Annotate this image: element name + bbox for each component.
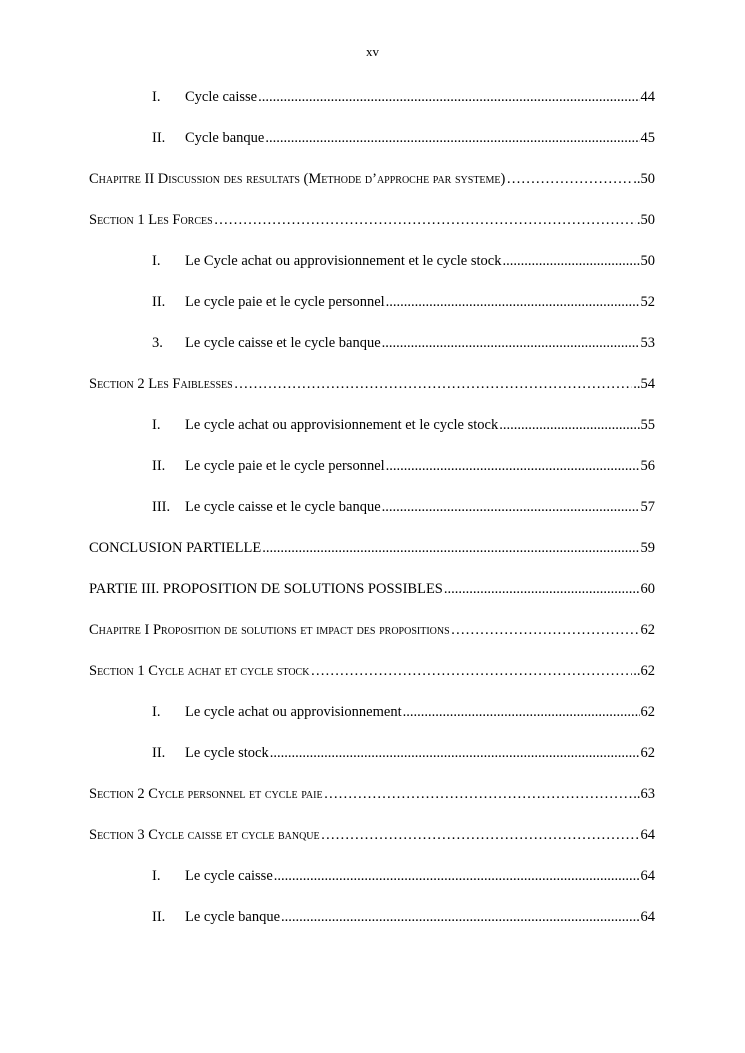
toc-line bbox=[152, 908, 655, 926]
toc-entry-title: Section 2 Les Faiblesses bbox=[89, 376, 233, 392]
toc-entry-title: Chapitre II Discussion des resultats (Methode d’approche par systeme) bbox=[89, 171, 506, 187]
toc-entry-number: II. bbox=[152, 909, 166, 925]
toc-entry-title: Section 3 Cycle caisse et cycle banque bbox=[89, 827, 320, 843]
toc-entry-title: Section 1 Cycle achat et cycle stock bbox=[89, 663, 310, 679]
toc-entry-title: Le cycle achat ou approvisionnement bbox=[185, 704, 402, 720]
toc-entry-page: 59 bbox=[640, 540, 655, 556]
toc-entry-number: I. bbox=[152, 704, 161, 720]
toc-leader-dots bbox=[382, 498, 640, 516]
toc-leader-dots bbox=[386, 293, 640, 311]
toc-leader-dots bbox=[310, 662, 632, 680]
table-of-contents bbox=[0, 89, 745, 958]
toc-entry-title: Cycle banque bbox=[185, 130, 265, 146]
toc-line bbox=[89, 785, 655, 803]
toc-leader-dots bbox=[234, 375, 633, 393]
toc-leader-dots bbox=[262, 539, 639, 557]
toc-line bbox=[152, 252, 655, 270]
toc-entry-page: ..54 bbox=[633, 376, 655, 392]
toc-line bbox=[152, 744, 655, 762]
toc-entry-number: I. bbox=[152, 417, 161, 433]
toc-entry-number: III. bbox=[152, 499, 171, 515]
toc-line bbox=[152, 457, 655, 475]
toc-line bbox=[152, 293, 655, 311]
toc-entry-page: 53 bbox=[640, 335, 655, 351]
toc-entry bbox=[0, 909, 745, 958]
toc-entry-title: Section 2 Cycle personnel et cycle paie bbox=[89, 786, 323, 802]
toc-line bbox=[152, 129, 655, 147]
toc-entry-page: 64 bbox=[640, 827, 655, 843]
toc-line bbox=[89, 580, 655, 598]
toc-entry-title: Le cycle stock bbox=[185, 745, 269, 761]
toc-entry-title: CONCLUSION PARTIELLE bbox=[89, 540, 262, 556]
toc-leader-dots bbox=[281, 908, 639, 926]
toc-leader-dots bbox=[321, 826, 640, 844]
toc-entry-number: 3. bbox=[152, 335, 163, 351]
toc-line bbox=[152, 498, 655, 516]
toc-entry-title: Le cycle banque bbox=[185, 909, 281, 925]
toc-entry-page: 64 bbox=[640, 868, 655, 884]
toc-entry-title: Le cycle caisse et le cycle banque bbox=[185, 335, 381, 351]
page-number: xv bbox=[366, 44, 379, 59]
toc-line bbox=[152, 88, 655, 106]
toc-entry-number: I. bbox=[152, 253, 161, 269]
toc-leader-dots bbox=[274, 867, 640, 885]
toc-line bbox=[152, 416, 655, 434]
toc-entry-page: 62 bbox=[640, 704, 655, 720]
toc-leader-dots bbox=[502, 252, 639, 270]
toc-line bbox=[152, 334, 655, 352]
toc-entry-title: PARTIE III. PROPOSITION DE SOLUTIONS POSSIBLES bbox=[89, 581, 443, 597]
toc-line bbox=[89, 662, 655, 680]
toc-entry-title: Cycle caisse bbox=[185, 89, 258, 105]
toc-entry-page: 62 bbox=[640, 622, 655, 638]
toc-entry-title: Chapitre I Proposition de solutions et impact des propositions bbox=[89, 622, 450, 638]
toc-entry-page: 52 bbox=[640, 294, 655, 310]
toc-line bbox=[89, 826, 655, 844]
toc-entry-number: I. bbox=[152, 89, 161, 105]
toc-entry-title: Le cycle caisse et le cycle banque bbox=[185, 499, 381, 515]
toc-leader-dots bbox=[403, 703, 640, 721]
toc-entry-page: ..62 bbox=[633, 663, 655, 679]
toc-leader-dots bbox=[214, 211, 636, 229]
toc-line bbox=[89, 621, 655, 639]
toc-leader-dots bbox=[270, 744, 640, 762]
toc-entry-page: 57 bbox=[640, 499, 655, 515]
toc-entry-title: Le cycle paie et le cycle personnel bbox=[185, 458, 385, 474]
toc-entry-page: 44 bbox=[640, 89, 655, 105]
toc-entry-page: 55 bbox=[640, 417, 655, 433]
toc-entry-page: 56 bbox=[640, 458, 655, 474]
toc-entry-number: II. bbox=[152, 130, 166, 146]
toc-entry-title: Le cycle caisse bbox=[185, 868, 273, 884]
toc-entry-page: 64 bbox=[640, 909, 655, 925]
toc-leader-dots bbox=[324, 785, 633, 803]
toc-entry-title: Le cycle achat ou approvisionnement et le cycle stock bbox=[185, 417, 499, 433]
toc-line bbox=[152, 867, 655, 885]
toc-leader-dots bbox=[386, 457, 640, 475]
toc-entry-number: II. bbox=[152, 745, 166, 761]
toc-entry-number: I. bbox=[152, 868, 161, 884]
toc-entry-page: ..63 bbox=[633, 786, 655, 802]
toc-entry-page: 62 bbox=[640, 745, 655, 761]
toc-entry-page: 45 bbox=[640, 130, 655, 146]
toc-line bbox=[152, 703, 655, 721]
toc-line bbox=[89, 170, 655, 188]
toc-entry-title: Section 1 Les Forces bbox=[89, 212, 213, 228]
toc-leader-dots bbox=[258, 88, 639, 106]
toc-leader-dots bbox=[451, 621, 640, 639]
toc-line bbox=[89, 539, 655, 557]
toc-line bbox=[89, 211, 655, 229]
toc-entry-number: II. bbox=[152, 458, 166, 474]
toc-entry-title: Le Cycle achat ou approvisionnement et le cycle stock bbox=[185, 253, 502, 269]
toc-entry-page: 60 bbox=[640, 581, 655, 597]
toc-line bbox=[89, 375, 655, 393]
toc-entry-title: Le cycle paie et le cycle personnel bbox=[185, 294, 385, 310]
toc-leader-dots bbox=[499, 416, 639, 434]
toc-entry-page: ..50 bbox=[633, 171, 655, 187]
toc-entry-page: .50 bbox=[636, 212, 655, 228]
toc-leader-dots bbox=[382, 334, 640, 352]
toc-leader-dots bbox=[506, 170, 632, 188]
toc-entry-number: II. bbox=[152, 294, 166, 310]
toc-leader-dots bbox=[265, 129, 639, 147]
toc-leader-dots bbox=[444, 580, 640, 598]
toc-entry-page: 50 bbox=[640, 253, 655, 269]
